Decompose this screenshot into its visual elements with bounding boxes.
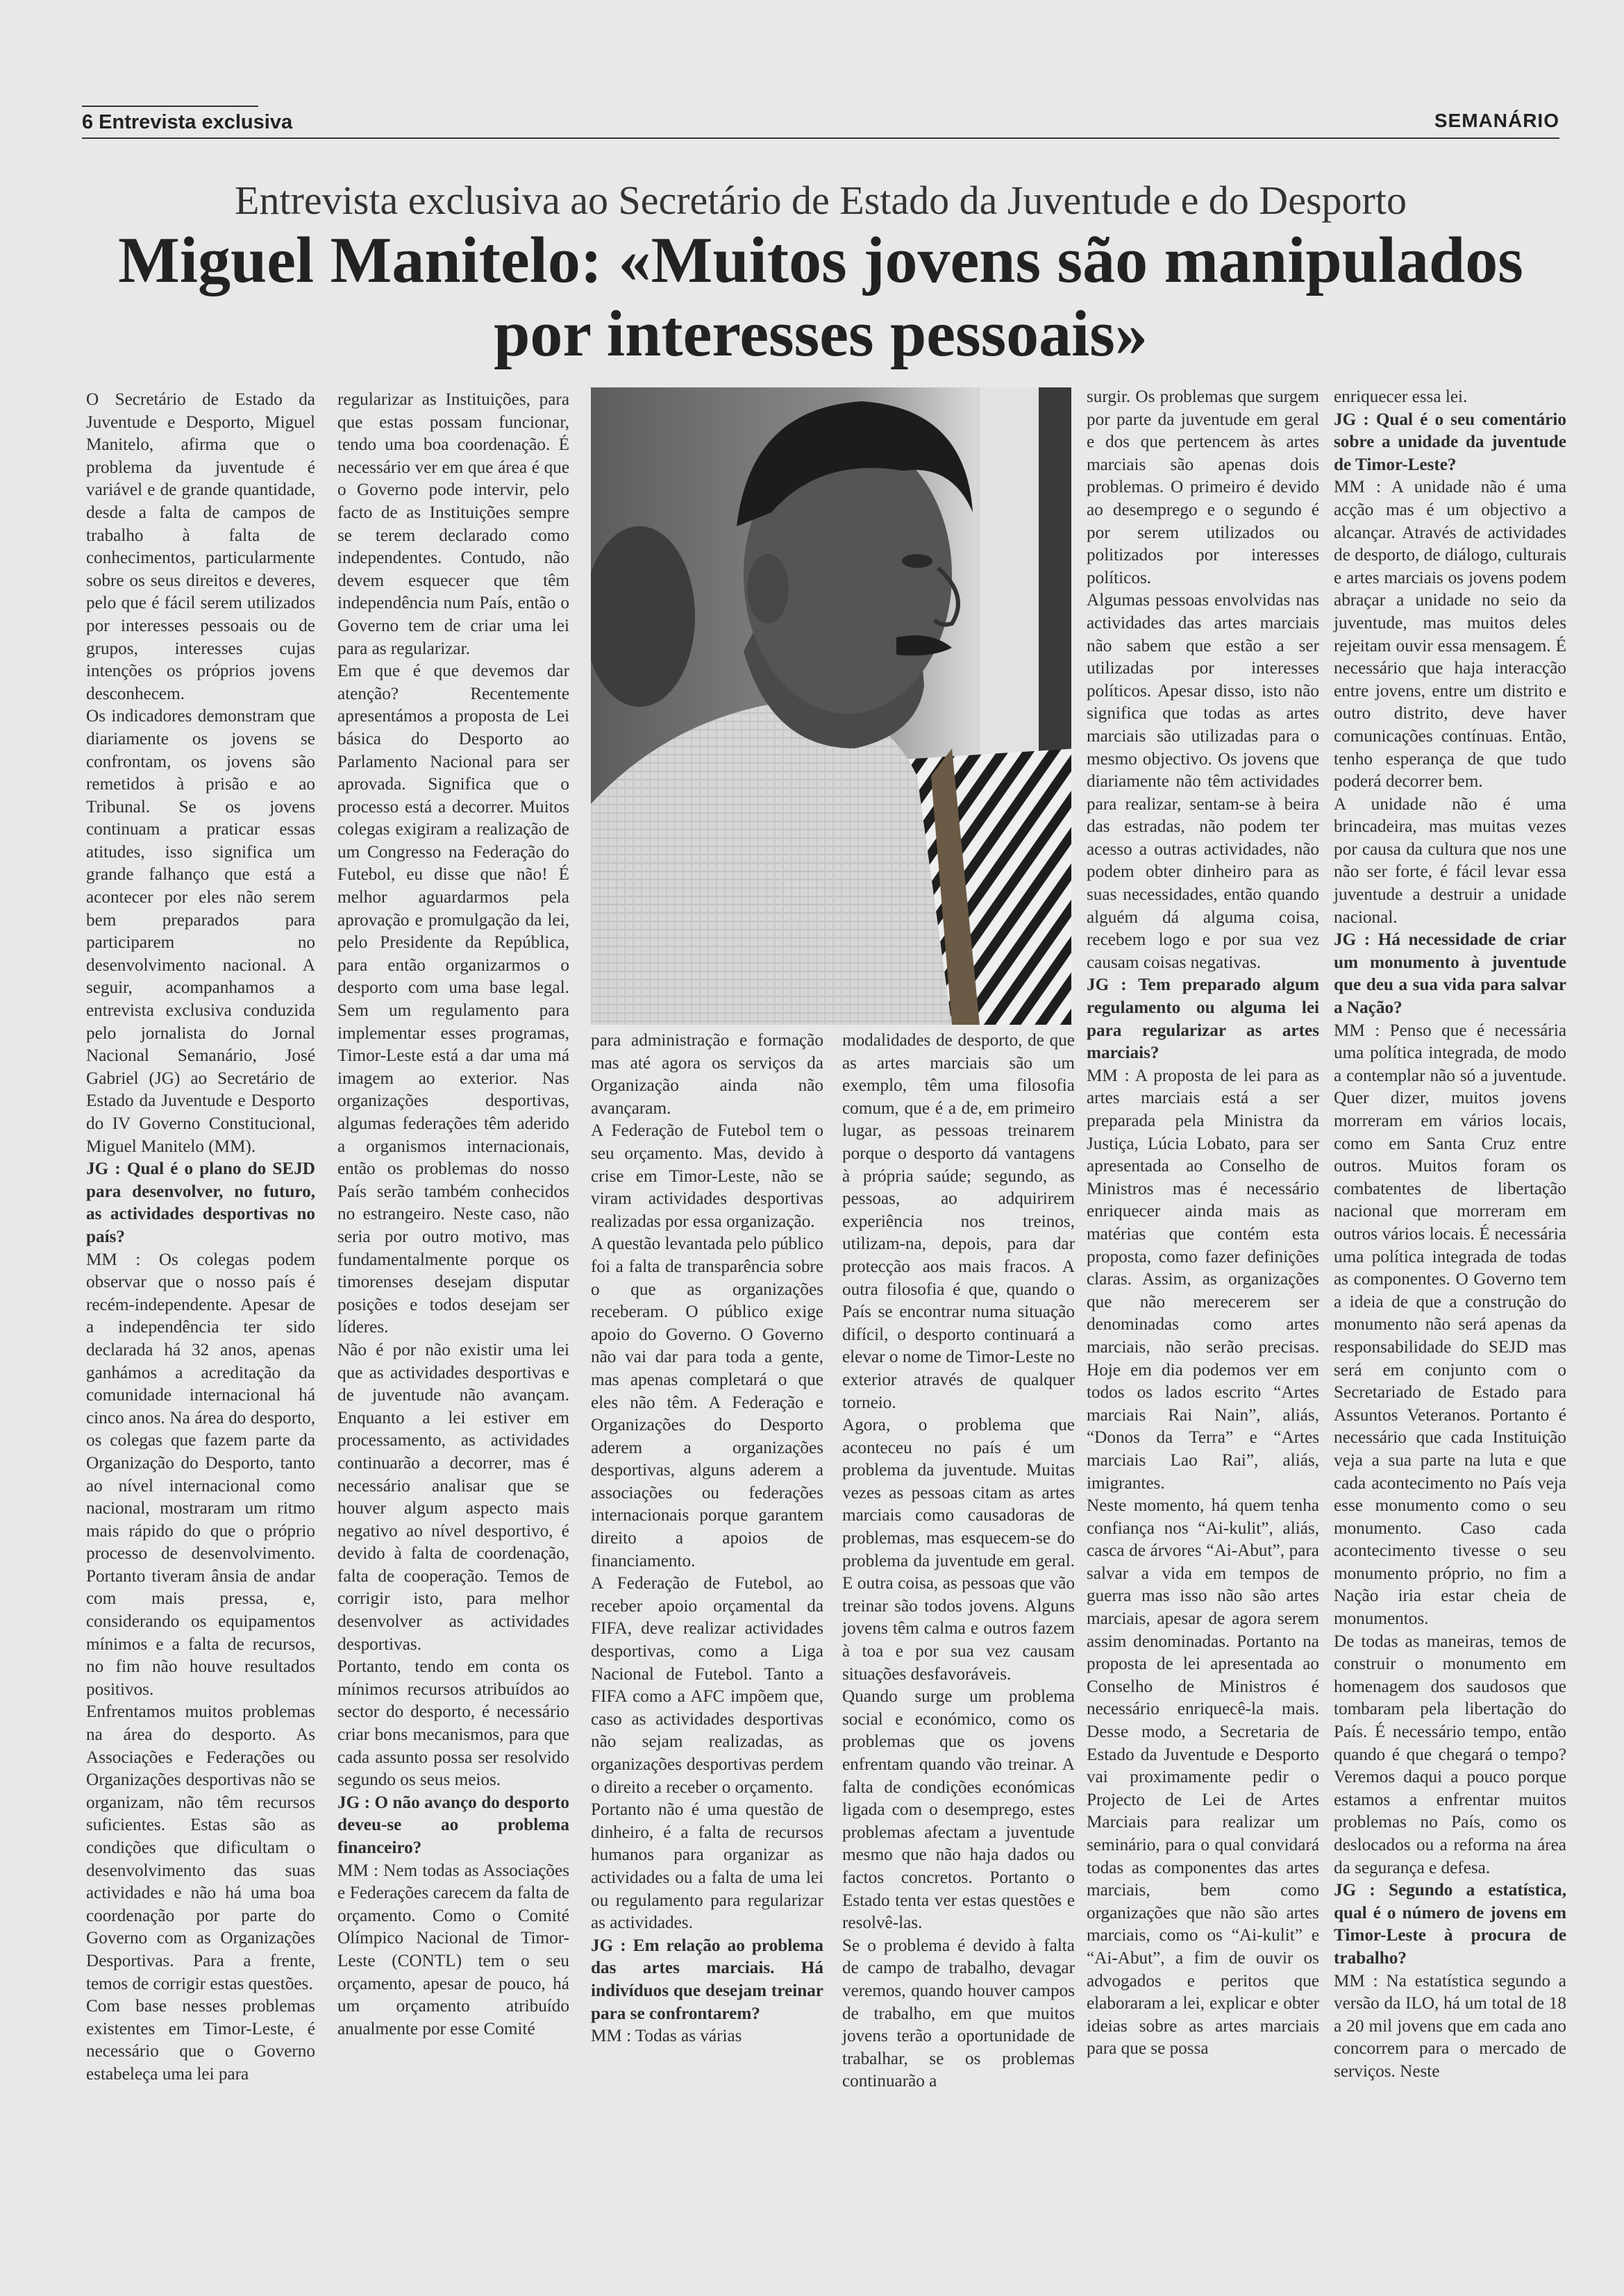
body-paragraph: para administração e formação mas até agora os serviços da Organização ainda não avançaram.	[591, 1031, 823, 1118]
interview-question: JG : Segundo a estatística, qual é o número de jovens em Timor-Leste à procura de trabalho?	[1334, 1881, 1566, 1968]
body-paragraph: Se o problema é devido à falta de campo de trabalho, devagar veremos, quando houver campos de trabalho, em que muitos jovens terão a oportunidade de trabalhar, se os problemas continuarão a	[842, 1936, 1075, 2091]
article-column-3	[591, 1030, 823, 2048]
body-paragraph: A questão levantada pelo público foi a falta de transparência sobre o que as organizações receberam. O público exige apoio do Governo. O Governo não vai dar para toda a gente, mas apenas completará o que eles não têm. A Federação e Organizações do Desporto aderem a organizações desportivas, alguns aderem a associações ou federações internacionais porque garantem direito a apoios de financiamento.	[591, 1234, 823, 1570]
body-paragraph: regularizar as Instituições, para que estas possam funcionar, tendo uma boa coordenação. É necessário ver em que área é que o Governo pode intervir, pelo facto de as Instituições sempre se terem declarado como independentes. Contudo, não devem esquecer que têm independência num País, então o Governo tem de criar uma lei para as regularizar.	[337, 390, 569, 658]
portrait-photo-illustration	[591, 387, 1071, 1025]
body-paragraph: Os indicadores demonstram que diariamente os jovens se confrontam, os jovens são remetidos à prisão e ao Tribunal. Se os jovens continuam a praticar essas atitudes, isso significa um grande falhanço que está a acontecer por eles não serem bem preparados para participarem no desenvolvimento nacional. A seguir, acompanhamos a entrevista exclusiva conduzida pelo jornalista do Jornal Nacional Semanário, José Gabriel (JG) ao Secretário de Estado da Juventude e Desporto do IV Governo Constitucional, Miguel Manitelo (MM).	[86, 707, 315, 1156]
newspaper-name: SEMANÁRIO	[1434, 110, 1559, 131]
body-paragraph: modalidades de desporto, de que as artes marciais são um exemplo, têm uma filosofia comum, que é a de, em primeiro lugar, as pessoas treinarem porque o desporto dá vantagens à própria saúde; segundo, as pessoas, ao adquirirem experiência nos treinos, utilizam-na, depois, para dar protecção aos mais fracos. A outra filosofia é que, quando o País se encontrar numa situação difícil, o desporto continuará a elevar o nome de Timor-Leste no exterior através de qualquer torneio.	[842, 1031, 1075, 1412]
body-paragraph: Neste momento, há quem tenha confiança nos “Ai-kulit”, aliás, casca de árvores “Ai-Abut”, para salvar a vida em tempos de guerra mas isso não são artes marciais, apesar de agora serem assim denominadas. Portanto na proposta de lei apresentada ao Conselho de Ministros é necessário enriquecê-la mais. Desse modo, a Secretaria de Estado da Juventude e Desporto vai proximamente pedir o Projecto de Lei de Artes Marciais para realizar um seminário, para o qual convidará todas as componentes das artes marciais, bem como organizações que não são artes marciais, como os “Ai-kulit” e “Ai-Abut”, a fim de ouvir os advogados e peritos que elaboraram a lei, explicar e obter ideias sobre as artes marciais para que se possa	[1087, 1496, 1319, 2059]
body-paragraph: enriquecer essa lei.	[1334, 387, 1468, 406]
body-paragraph: De todas as maneiras, temos de construir o monumento em homenagem dos saudosos que tombaram pela libertação do País. É necessário tempo, então quando é que chegará o tempo? Veremos daqui a pouco porque estamos a enfrentar muitos problemas no País, como os deslocados ou a reforma na área da segurança e defesa.	[1334, 1632, 1566, 1877]
interview-question: JG : O não avanço do desporto deveu-se ao problema financeiro?	[337, 1793, 569, 1857]
body-paragraph: A Federação de Futebol, ao receber apoio orçamental da FIFA, deve realizar actividades desportivas, como a Liga Nacional de Futebol. Tanto a FIFA como a AFC impõem que, caso as actividades desportivas não sejam realizadas, as organizações desportivas perdem o direito a receber o orçamento.	[591, 1574, 823, 1797]
body-paragraph: Quando surge um problema social e económico, como os problemas que os jovens enfrentam quando vão treinar. A falta de condições económicas ligada com o desemprego, estes problemas afectam a juventude mesmo que não haja dados ou factos concretos. Portanto o Estado tenta ver estas questões e resolvê-las.	[842, 1687, 1075, 1933]
body-paragraph: MM : A unidade não é uma acção mas é um objectivo a alcançar. Através de actividades de desporto, de diálogo, culturais e artes marciais os jovens podem abraçar a unidade no seio da juventude, mas muitos deles rejeitam ouvir essa mensagem. É necessário que haja interacção entre jovens, entre um distrito e outro distrito, deve haver comunicações contínuas. Então, tenho esperança de que tudo poderá decorrer bem.	[1334, 478, 1566, 791]
article-kicker: Entrevista exclusiva ao Secretário de Estado da Juventude e do Desporto	[235, 178, 1407, 223]
body-paragraph: MM : A proposta de lei para as artes marciais está a ser preparada pela Ministra da Justiça, Lúcia Lobato, para ser apresentada ao Conselho de Ministros mas é necessário enriquecer ainda mais as matérias que contém esta proposta, como fazer definições claras. Assim, as organizações que não merecerem ser denominadas como artes marciais, não serão precisas. Hoje em dia podemos ver em todos os lados escrito “Artes marciais Rai Nain”, aliás, “Donos da Terra” e “Artes marciais Lao Rai”, aliás, imigrantes.	[1087, 1066, 1319, 1493]
interview-question: JG : Há necessidade de criar um monumento à juventude que deu a sua vida para salvar a Nação?	[1334, 930, 1566, 1018]
body-paragraph: A Federação de Futebol tem o seu orçamento. Mas, devido à crise em Timor-Leste, não se viram actividades desportivas realizadas por essa organização.	[591, 1121, 823, 1231]
article-column-6	[1334, 386, 1566, 2084]
body-paragraph: Portanto, tendo em conta os mínimos recursos atribuídos ao sector do desporto, é necessário criar bons mecanismos, para que cada assunto possa ser resolvido segundo os seus meios.	[337, 1657, 569, 1790]
headline-line-1: Miguel Manitelo: «Muitos jovens são manipulados	[118, 224, 1523, 296]
page-header	[82, 104, 1559, 139]
interview-question: JG : Qual é o plano do SEJD para desenvolver, no futuro, as actividades desportivas no país?	[86, 1159, 315, 1246]
section-label: 6 Entrevista exclusiva	[82, 111, 293, 133]
body-paragraph: MM : Penso que é necessária uma política integrada, de modo a contemplar não só a juventude. Quer dizer, muitos jovens morreram em vários locais, como em Santa Cruz entre outros. Muitos foram os combatentes de libertação nacional que morreram em outros vários locais. É necessária uma política integrada de todas as componentes. O Governo tem a ideia de que a construção do monumento não será apenas da responsabilidade do SEJD mas será em conjunto com o Secretariado de Estado para Assuntos Veteranos. Portanto é necessário que cada Instituição veja a sua parte na luta e que cada acontecimento no País veja esse monumento como o seu monumento. Caso cada acontecimento tivesse o seu monumento próprio, no fim a Nação iria estar cheia de monumentos.	[1334, 1021, 1566, 1629]
man-ear	[747, 554, 789, 623]
article-column-2	[337, 389, 569, 2041]
article-column-5	[1087, 386, 1319, 2061]
body-paragraph: MM : Na estatística segundo a versão da ILO, há um total de 18 a 20 mil jovens que em cada ano concorrem para o mercado de serviços. Neste	[1334, 1971, 1566, 2081]
article-headline	[82, 224, 1559, 371]
interview-question: JG : Qual é o seu comentário sobre a unidade da juventude de Timor-Leste?	[1334, 410, 1566, 474]
body-paragraph: O Secretário de Estado da Juventude e Desporto, Miguel Manitelo, afirma que o problema da juventude é variável e de grande quantidade, desde a falta de campos de trabalho à falta de conhecimentos, particularmente sobre os seus direitos e deveres, pelo que é fácil serem utilizados por interesses pessoais ou de grupos, interesses cujas intenções os próprios jovens desconhecem.	[86, 390, 315, 703]
body-paragraph: Agora, o problema que aconteceu no país é um problema da juventude. Muitas vezes as pessoas citam as artes marciais como causadoras de problemas, mas esquecem-se do problema da juventude em geral. E outra coisa, as pessoas que vão treinar são todos jovens. Alguns jovens têm calma e outros fazem à toa e por sua vez causam situações desfavoráveis.	[842, 1416, 1075, 1684]
body-paragraph: A unidade não é uma brincadeira, mas muitas vezes por causa da cultura que nos une não ser forte, é fácil levar essa juventude a destruir a unidade nacional.	[1334, 794, 1566, 927]
body-paragraph: Com base nesses problemas existentes em Timor-Leste, é necessário que o Governo estabeleça uma lei para	[86, 1997, 315, 2084]
interview-photo	[591, 387, 1071, 1025]
header-rule	[82, 106, 258, 107]
body-paragraph: Portanto não é uma questão de dinheiro, é a falta de recursos humanos para organizar as actividades ou a falta de uma lei ou regulamento para regularizar as actividades.	[591, 1800, 823, 1933]
body-paragraph: MM : Os colegas podem observar que o nosso país é recém-independente. Apesar de a independência ter sido declarada há 32 anos, apenas ganhámos a acreditação da comunidade internacional há cinco anos. Na área do desporto, os colegas que fazem parte da Organização do Desporto, tanto ao nível internacional como nacional, mostraram um ritmo mais rápido do que o próprio processo de desenvolvimento. Portanto tiveram ânsia de andar com mais pressa, e, considerando os equipamentos mínimos e a falta de recursos, no fim não houve resultados positivos.	[86, 1250, 315, 1699]
article-column-1	[86, 389, 315, 2086]
body-paragraph: surgir. Os problemas que surgem por parte da juventude em geral e dos que pertencem às artes marciais são apenas dois problemas. O primeiro é devido ao desemprego e o segundo é por serem utilizados ou politizados por interesses políticos.	[1087, 387, 1319, 587]
body-paragraph: Algumas pessoas envolvidas nas actividades das artes marciais não sabem que estão a ser utilizadas por interesses políticos. Apesar disso, isto não significa que todas as artes marciais são utilizadas para o mesmo objectivo. Os jovens que diariamente não têm actividades para realizar, sentam-se à beira das estradas, não podem ter acesso a outras actividades, não podem obter dinheiro para as suas necessidades, então quando alguém dá alguma coisa, recebem logo e por sua vez causam coisas negativas.	[1087, 591, 1319, 972]
man-eye	[902, 554, 932, 568]
body-paragraph: MM : Todas as várias	[591, 2027, 742, 2046]
interview-question: JG : Tem preparado algum regulamento ou alguma lei para regularizar as artes marciais?	[1087, 975, 1319, 1063]
body-paragraph: Não é por não existir uma lei que as actividades desportivas e de juventude não avançam. Enquanto a lei estiver em processamento, as actividades continuarão a decorrer, mas é necessário analisar que se houver algum aspecto mais negativo ao nível desportivo, é devido à falta de coordenação, falta de cooperação. Temos de corrigir isto, para melhor desenvolver as actividades desportivas.	[337, 1340, 569, 1654]
article-column-4	[842, 1030, 1075, 2093]
body-paragraph: Em que é que devemos dar atenção? Recentemente apresentámos a proposta de Lei básica do Desporto ao Parlamento Nacional para ser aprovada. Significa que o processo está a decorrer. Muitos colegas exigiram a realização de um Congresso na Federação do Futebol, eu disse que não! É melhor aguardarmos pela aprovação e promulgação da lei, pelo Presidente da República, para então organizarmos o desporto com uma base legal. Sem um regulamento para implementar esses programas, Timor-Leste está a dar uma má imagem ao exterior. Nas organizações desportivas, algumas federações têm aderido a organismos internacionais, então os problemas do nosso País serão também conhecidos no estrangeiro. Neste caso, não seria por outro motivo, mas fundamentalmente porque os timorenses desejam disputar posições e todos desejam ser líderes.	[337, 662, 569, 1337]
body-paragraph: MM : Nem todas as Associações e Federações carecem da falta de orçamento. Como o Comité Olímpico Nacional de Timor-Leste (CONTL) tem o seu orçamento, apesar de pouco, há um orçamento atribuído anualmente por esse Comité	[337, 1861, 569, 2038]
body-paragraph: Enfrentamos muitos problemas na área do desporto. As Associações e Federações ou Organizações desportivas não se organizam, não têm recursos suficientes. Estas são as condições que dificultam o desenvolvimento das suas actividades e não há uma boa coordenação por parte do Governo com as Organizações Desportivas. Para a frente, temos de corrigir estas questões.	[86, 1702, 315, 1993]
interview-question: JG : Em relação ao problema das artes marciais. Há indivíduos que desejam treinar para se confrontarem?	[591, 1936, 823, 2023]
headline-line-2: por interesses pessoais»	[494, 298, 1148, 370]
